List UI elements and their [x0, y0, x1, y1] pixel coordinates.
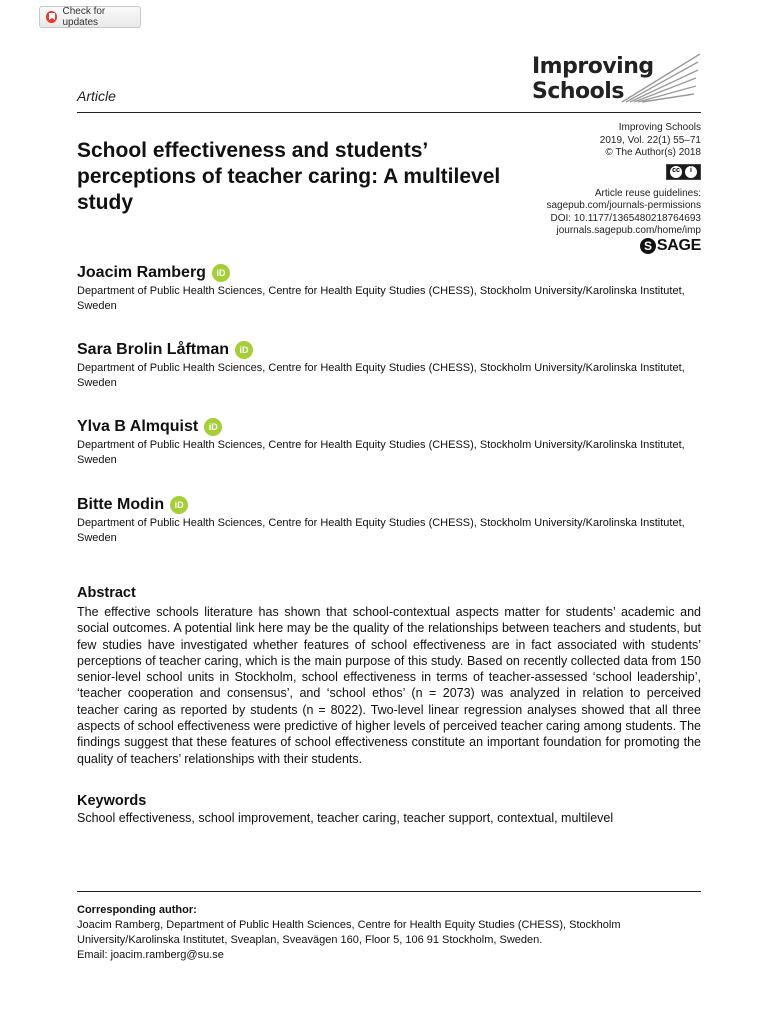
corresponding-email[interactable]: Email: joacim.ramberg@su.se [77, 949, 224, 961]
doi[interactable]: DOI: 10.1177/1365480218764693 [550, 212, 701, 224]
sage-wordmark: SAGE [656, 237, 701, 254]
author-affiliation: Department of Public Health Sciences, Centre for Health Equity Studies (CHESS), Stockholm University/Karolinska Institutet, Sweden [77, 439, 685, 466]
sage-s-icon: S [640, 238, 656, 254]
copyright: © The Author(s) 2018 [605, 147, 701, 158]
corresponding-heading: Corresponding author: [77, 904, 197, 916]
journal-meta [546, 122, 701, 238]
cc-license-badge[interactable] [666, 164, 701, 180]
abstract-heading: Abstract [77, 585, 136, 601]
keywords-heading: Keywords [77, 793, 147, 809]
orcid-icon[interactable]: iD [235, 341, 253, 359]
bookmark-icon [46, 11, 57, 23]
journal-home-link[interactable]: journals.sagepub.com/home/imp [556, 225, 701, 236]
reuse-link[interactable]: sagepub.com/journals-permissions [546, 200, 701, 211]
journal-logo-line1: Improving [532, 54, 654, 79]
orcid-icon[interactable]: iD [204, 418, 222, 436]
author-affiliation: Department of Public Health Sciences, Centre for Health Equity Studies (CHESS), Stockholm University/Karolinska Institutet, Sweden [77, 285, 685, 312]
author-affiliation: Department of Public Health Sciences, Centre for Health Equity Studies (CHESS), Stockholm University/Karolinska Institutet, Sweden [77, 517, 685, 544]
reuse-label: Article reuse guidelines: [594, 187, 701, 199]
logo-swoosh-icon [612, 52, 702, 108]
journal-name: Improving Schools [618, 122, 701, 133]
orcid-icon[interactable]: iD [212, 264, 230, 282]
article-title: School effectiveness and students’ perceptions of teacher caring: A multilevel study [77, 139, 501, 214]
corresponding-address: Joacim Ramberg, Department of Public Health Sciences, Centre for Health Equity Studies (CHESS), Stockholm University/Karolinska Institutet, Sveaplan, Sveavägen 160, Floor 5, 106 91 Stockholm, Sweden. [77, 919, 621, 946]
author-name: Bitte Modin [77, 496, 165, 513]
author-block [77, 340, 701, 390]
check-for-updates-label: Check for updates [62, 6, 106, 28]
header-divider [77, 112, 701, 113]
author-name: Joacim Ramberg [77, 264, 206, 281]
sage-logo [640, 237, 701, 255]
journal-logo-line2: Schools [532, 79, 624, 104]
article-type: Article [77, 88, 116, 104]
journal-logo [532, 52, 702, 108]
keywords-text: School effectiveness, school improvement, teacher caring, teacher support, contextual, multilevel [77, 811, 614, 825]
check-for-updates-button[interactable] [39, 6, 141, 28]
journal-volume: 2019, Vol. 22(1) 55–71 [599, 134, 701, 146]
abstract-text: The effective schools literature has shown that school-contextual aspects matter for students’ academic and social outcomes. A potential link here may be the quality of the relationships between teachers and students, but few studies have investigated whether features of school effectiveness are in fact associated with students’ perceptions of teacher caring, which is the main purpose of this study. Based on recently collected data from 150 senior-level school units in Stockholm, school effectiveness in terms of teacher-assessed ‘school leadership’, ‘teacher cooperation and consensus’, and ‘school ethos’ (n = 2073) was analyzed in relation to perceived teacher caring as reported by students (n = 8022). Two-level linear regression analyses showed that all three aspects of school effectiveness were predictive of higher levels of perceived teacher caring among students. The findings suggest that these features of school effectiveness constitute an important foundation for promoting the quality of teachers’ relationships with their students. [77, 605, 701, 766]
author-affiliation: Department of Public Health Sciences, Centre for Health Equity Studies (CHESS), Stockholm University/Karolinska Institutet, Sweden [77, 362, 685, 389]
orcid-icon[interactable]: iD [170, 496, 188, 514]
author-block [77, 495, 701, 545]
attribution-icon: i [685, 166, 697, 178]
author-name: Ylva B Almquist [77, 418, 199, 435]
cc-icon: cc [670, 166, 682, 178]
author-block [77, 263, 701, 313]
corresponding-author [77, 903, 701, 963]
footer-divider [77, 891, 701, 892]
author-name: Sara Brolin Låftman [77, 341, 230, 358]
author-block [77, 417, 701, 467]
